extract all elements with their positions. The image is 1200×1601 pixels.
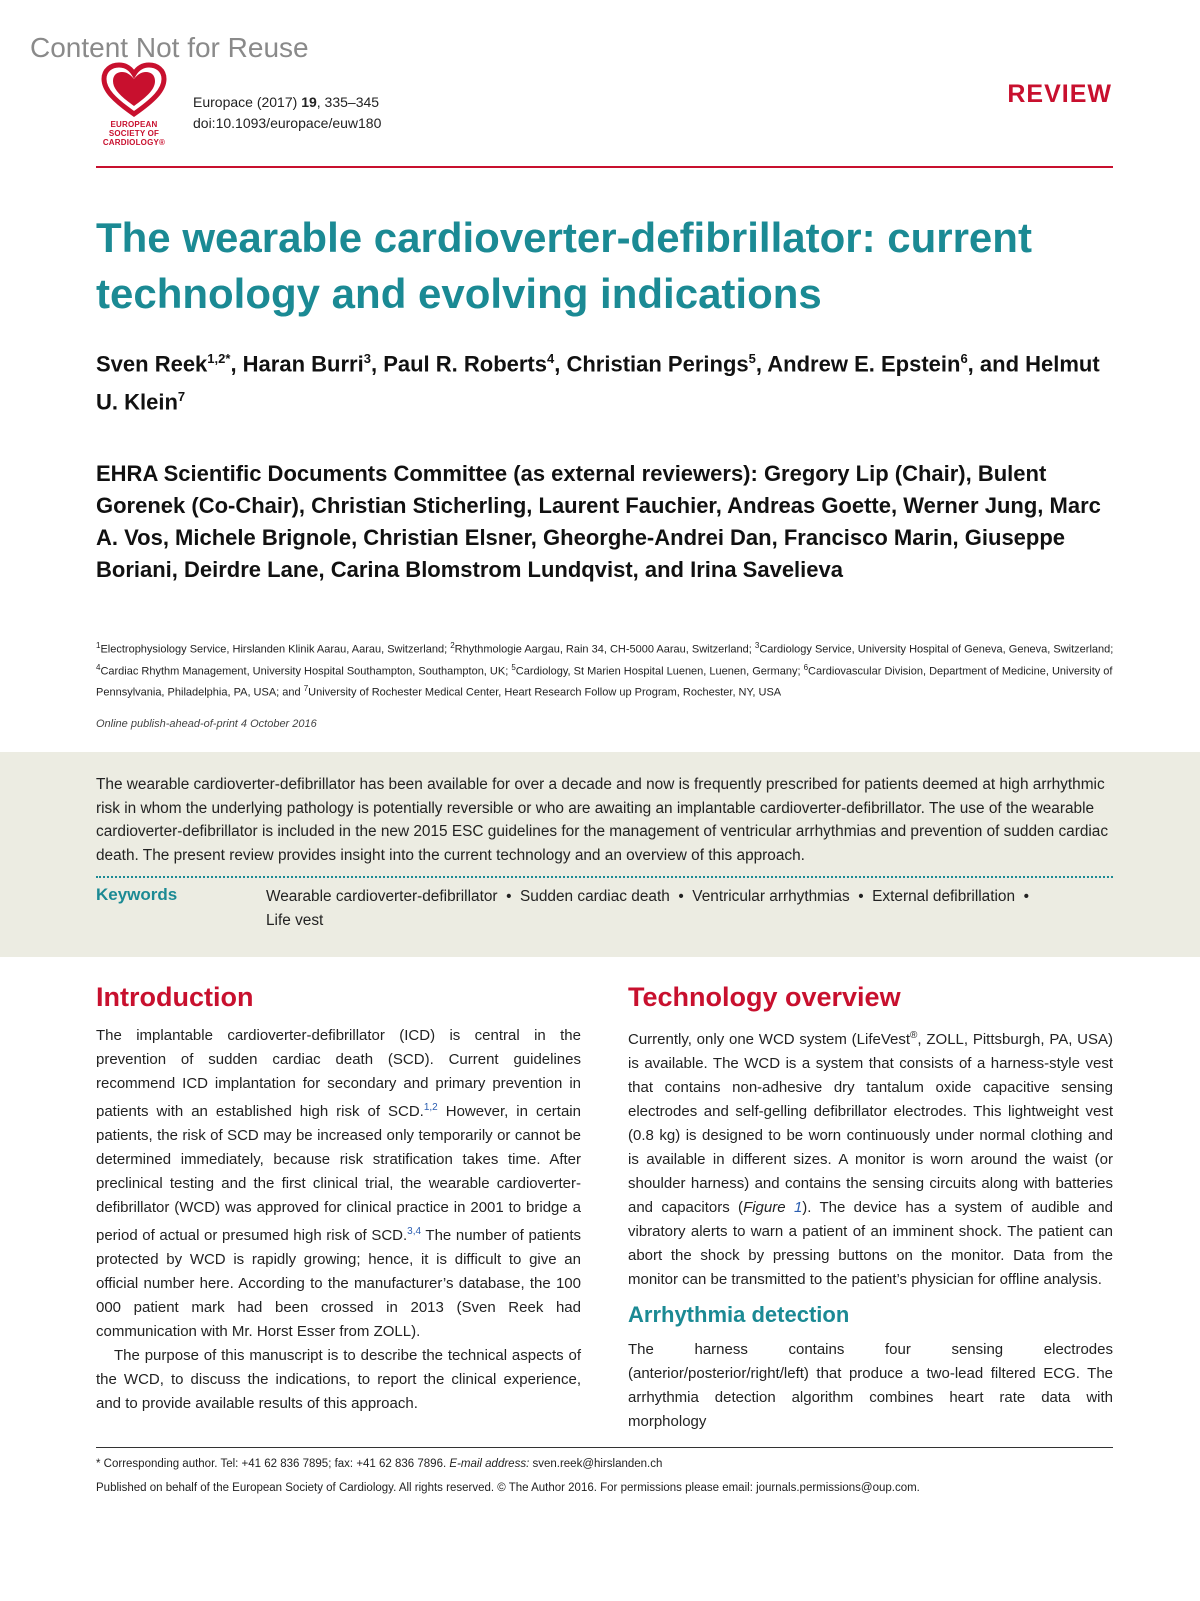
footnote [96, 1452, 1113, 1500]
figure-ref-label: Figure [743, 1199, 786, 1216]
reviewer-committee: EHRA Scientific Documents Committee (as external reviewers): Gregory Lip (Chair), Bulent Gorenek (Co-Chair), Christian Sticherling, Laurent Fauchier, Andreas Goette, Werner Jung, Marc A. Vos, Michele Brignole, Christian Elsner, Gheorghe-Andrei Dan, Francisco Marin, Giuseppe Boriani, Deirdre Lane, Carina Blomstrom Lundqvist, and Irina Savelieva [96, 461, 1101, 582]
keyword: Life vest [266, 912, 324, 929]
affiliation-number: 3 [754, 641, 760, 650]
journal-doi[interactable]: doi:10.1093/europace/euw180 [193, 115, 382, 131]
keywords-list: Wearable cardioverter-defibrillator • Sudden cardiac death • Ventricular arrhythmias • External defibrillation • Life vest [266, 888, 1029, 929]
watermark: Content Not for Reuse [30, 32, 309, 63]
article-title: The wearable cardioverter-defibrillator: current technology and evolving indications [96, 214, 1032, 317]
affiliation-number: 7 [303, 684, 309, 694]
author-name: Andrew E. Epstein [767, 351, 961, 377]
affiliation-text: Cardiovascular Division, Department of Medicine, University of Pennsylvania, Philadelphia, PA, USA; and [96, 665, 1113, 699]
keywords-label: Keywords [96, 885, 178, 904]
footnote-divider [96, 1447, 1113, 1448]
keyword: Sudden cardiac death [520, 888, 670, 905]
author-name: Christian Perings [566, 351, 749, 377]
author-affiliation: 7 [177, 389, 186, 405]
esc-logo [94, 62, 174, 154]
abstract-text: The wearable cardioverter-defibrillator has been available for over a decade and now is frequently prescribed for patients deemed at high arrhythmic risk in whom the underlying pathology is potentially reversible or who are awaiting an implantable cardioverter-defibrillator. The use of the wearable cardioverter-defibrillator is included in the new 2015 ESC guidelines for the management of ventricular arrhythmias and prevention of sudden cardiac death. The present review provides insight into the current technology and an overview of this approach. [96, 776, 1109, 864]
intro-paragraph-1 [96, 1024, 581, 1344]
affiliation-text: Rhythmologie Aargau, Rain 34, CH-5000 Aarau, Switzerland; [454, 643, 755, 656]
affiliation-text: Cardiac Rhythm Management, University Hospital Southampton, Southampton, UK; [100, 665, 512, 678]
tech-paragraph-1 [628, 1024, 1113, 1292]
right-column [628, 978, 1113, 1434]
logo-text: EUROPEAN SOCIETY OF CARDIOLOGY® [102, 120, 166, 147]
journal-name: Europace (2017) [193, 94, 302, 110]
text-run: ). The device has a system of audible and vibratory alerts to warn a patient of an imminent shock. The patient can abort the shock by pressing buttons on the monitor. Data from the monitor can be transmitted to the patient’s physician for offline analysis. [628, 1199, 1113, 1288]
text-run: Currently, only one WCD system (LifeVest [628, 1031, 911, 1048]
author-affiliation: 5 [748, 351, 756, 366]
publication-date: Online publish-ahead-of-print 4 October 2016 [96, 718, 317, 730]
heart-logo-icon [100, 62, 168, 118]
header-divider [96, 166, 1113, 168]
author-affiliation: 4 [547, 351, 555, 366]
affiliation-text: Electrophysiology Service, Hirslanden Klinik Aarau, Aarau, Switzerland; [100, 643, 451, 656]
author-affiliation: 6 [960, 351, 968, 366]
author-name: Sven Reek [96, 351, 208, 377]
author-affiliation: 1,2* [207, 351, 231, 366]
left-column [96, 978, 581, 1416]
journal-volume: 19 [301, 94, 317, 110]
intro-paragraph-2: The purpose of this manuscript is to describe the technical aspects of the WCD, to discuss the indications, to report the clinical experience, and to provide available results of this approach. [96, 1347, 581, 1412]
affiliation-number: 4 [96, 662, 101, 672]
section-heading-arrhythmia: Arrhythmia detection [628, 1302, 850, 1327]
affiliation-text: Cardiology, St Marien Hospital Luenen, Luenen, Germany; [515, 665, 804, 678]
arrhythmia-paragraph-1: The harness contains four sensing electrodes (anterior/posterior/right/left) that produce a two-lead filtered ECG. The arrhythmia detection algorithm combines heart rate data with morphology [628, 1341, 1113, 1430]
corresponding-author: * Corresponding author. Tel: +41 62 836 7895; fax: +41 62 836 7896. [96, 1458, 450, 1470]
affiliation-text: Cardiology Service, University Hospital of Geneva, Geneva, Switzerland; [759, 643, 1114, 656]
email-label: E-mail address: [449, 1458, 530, 1470]
journal-pages: , 335–345 [316, 94, 380, 110]
text-run: The implantable cardioverter-defibrillator (ICD) is central in the prevention of sudden cardiac death (SCD). Current guidelines recommend ICD implantation for secondary and primary prevention in patients with an established high risk of SCD. [96, 1027, 581, 1120]
journal-citation [193, 92, 381, 134]
citation-link[interactable]: 1,2 [423, 1102, 438, 1113]
registered-mark: ® [910, 1030, 918, 1041]
email-address[interactable]: sven.reek@hirslanden.ch [529, 1458, 663, 1470]
keyword: Ventricular arrhythmias [692, 888, 850, 905]
abstract-divider [96, 876, 1113, 878]
author-list: Sven Reek$^{1,2*}$, Haran Burri$^3$, Paul R. Roberts$^4$, Christian Perings$^5$, Andrew E. Epstein$^6$, and Helmut U. Klein$^7$ [96, 351, 1100, 415]
author-affiliation: 3 [363, 351, 371, 366]
citation-link[interactable]: 3,4 [407, 1226, 422, 1237]
keyword: External defibrillation [872, 888, 1016, 905]
affiliation-text: University of Rochester Medical Center, Heart Research Follow up Program, Rochester, NY, USA [308, 686, 782, 699]
figure-link[interactable]: 1 [793, 1199, 803, 1216]
affiliation-number: 6 [803, 662, 809, 672]
keyword: Wearable cardioverter-defibrillator [266, 888, 498, 905]
affiliation-number: 5 [511, 662, 516, 672]
text-run: The number of patients protected by WCD is rapidly growing; hence, it is difficult to give an official number here. According to the manufacturer’s database, the 100 000 patient mark had been crossed in 2013 (Sven Reek had communication with Mr. Horst Esser from ZOLL). [96, 1227, 581, 1340]
section-heading-introduction: Introduction [96, 982, 254, 1012]
author-name: Helmut U. Klein [96, 351, 1100, 415]
article-type: REVIEW [1007, 80, 1112, 108]
publisher-notice: Published on behalf of the European Society of Cardiology. All rights reserved. © The Author 2016. For permissions please email: journals.permissions@oup.com. [96, 1482, 920, 1494]
affiliation-number: 2 [450, 641, 455, 650]
author-name: Paul R. Roberts [383, 351, 547, 377]
author-name: Haran Burri [242, 351, 364, 377]
affiliations [96, 637, 1116, 702]
affiliation-number: 1 [96, 641, 101, 650]
text-run: , ZOLL, Pittsburgh, PA, USA) is available. The WCD is a system that consists of a harness-style vest that contains non-adhesive dry tantalum oxide capacitive sensing electrodes and self-gelling defibrillator electrodes. This lightweight vest (0.8 kg) is designed to be worn continuously under normal clothing and is available in different sizes. A monitor is worn around the waist (or shoulder harness) and contains the sensing circuits along with batteries and capacitors ( [628, 1031, 1113, 1216]
text-run: However, in certain patients, the risk of SCD may be increased only temporarily or cannot be determined immediately, because risk stratification takes time. After preclinical testing and the first clinical trial, the wearable cardioverter-defibrillator (WCD) was approved for clinical practice in 2001 to bridge a period of actual or presumed high risk of SCD. [96, 1103, 581, 1244]
section-heading-technology: Technology overview [628, 982, 901, 1012]
